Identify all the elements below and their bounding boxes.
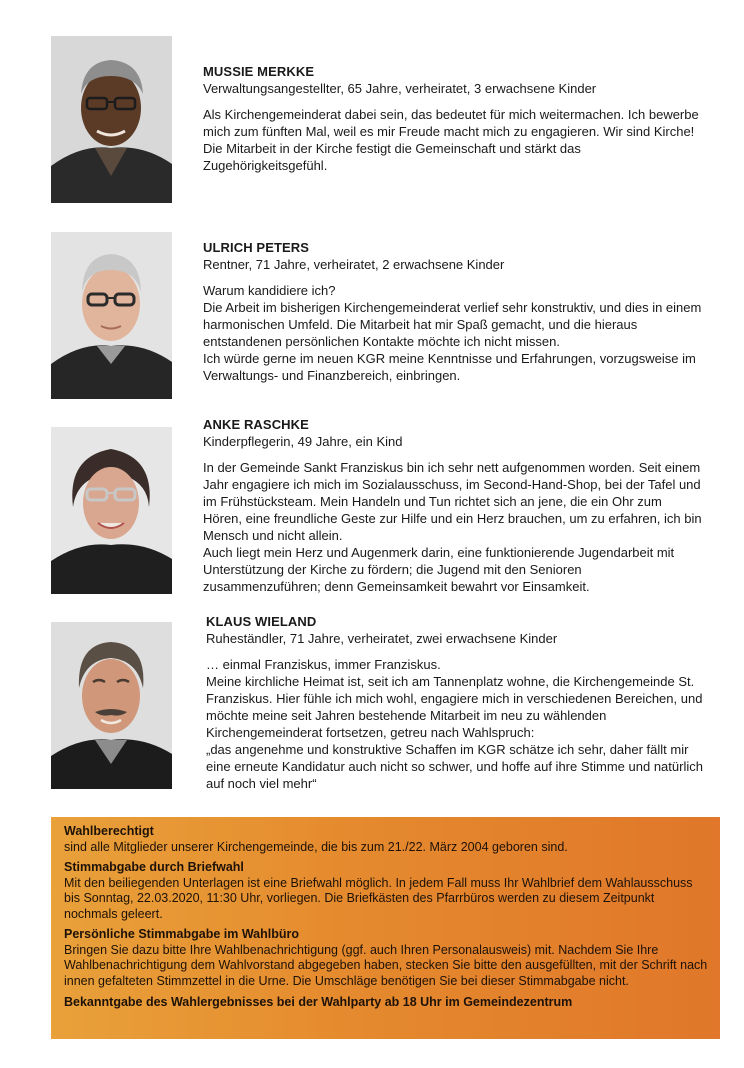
statement-paragraph: Ich würde gerne im neuen KGR meine Kenntnisse und Erfahrungen, vorzugsweise im Verwaltungs- und Finanzbereich, einbringen. — [203, 351, 696, 383]
candidate-text — [203, 63, 703, 174]
portrait-illustration — [51, 622, 172, 789]
statement-paragraph: Auch liegt mein Herz und Augenmerk darin, eine funktionierende Jugendarbeit mit Unterstützung der Kirche zu fördern; die Jugend mit den Senioren zusammenzuführen; denn Gemeinsamkeit bewahrt vor Einsamkeit. — [203, 545, 675, 594]
candidate-photo — [51, 427, 172, 594]
statement-paragraph: Die Arbeit im bisherigen Kirchengemeinderat verlief sehr konstruktiv, und dies in einem harmonischen Umfeld. Die Mitarbeit hat mir Spaß gemacht, und die hieraus entstandenen persönlichen Kontakte möchte ich nicht missen. — [203, 300, 702, 349]
statement-paragraph: Als Kirchengemeinderat dabei sein, das bedeutet für mich weitermachen. Ich bewerbe mich zum fünften Mal, weil es mir Freude macht mich zu engagieren. Wir sind Kirche! Die Mitarbeit in der Kirche festigt die Gemeinschaft und stärkt das Zugehörigkeitsgefühl. — [203, 107, 699, 173]
candidate-text — [206, 613, 711, 792]
portrait-illustration — [51, 36, 172, 203]
candidate-statement — [206, 656, 711, 792]
info-section — [64, 824, 708, 855]
statement-paragraph: … einmal Franziskus, immer Franziskus. — [206, 657, 441, 672]
portrait-illustration — [51, 232, 172, 399]
candidate-statement — [203, 282, 703, 384]
candidate-photo — [51, 622, 172, 789]
info-section — [64, 927, 708, 989]
candidate-statement — [203, 459, 703, 595]
candidate-details: Kinderpflegerin, 49 Jahre, ein Kind — [203, 434, 403, 449]
candidate-name: MUSSIE MERKKE — [203, 64, 315, 79]
candidate-statement — [203, 106, 703, 174]
candidate-text — [203, 416, 703, 595]
results-announcement: Bekanntgabe des Wahlergebnisses bei der Wahlparty ab 18 Uhr im Gemeindezentrum — [64, 995, 573, 1009]
info-section-text: Mit den beiliegenden Unterlagen ist eine Briefwahl möglich. In jedem Fall muss Ihr Wahlbrief dem Wahlausschuss bis Sonntag, 22.03.2020, 11:30 Uhr, vorliegen. Die Briefkästen des Pfarrbüros werden zu diesem Zeitpunkt nochmals geleert. — [64, 875, 693, 921]
info-section-text: sind alle Mitglieder unserer Kirchengemeinde, die bis zum 21./22. März 2004 geboren sind. — [64, 839, 568, 854]
statement-paragraph: Warum kandidiere ich? — [203, 283, 336, 298]
info-section-title: Wahlberechtigt — [64, 824, 154, 838]
candidate-details: Rentner, 71 Jahre, verheiratet, 2 erwachsene Kinder — [203, 257, 505, 272]
statement-paragraph: Meine kirchliche Heimat ist, seit ich am Tannenplatz wohne, die Kirchengemeinde St. Franziskus. Hier fühle ich mich wohl, engagiere mich in verschiedenen Bereichen, und möchte meine seit Jahren bestehende Mitarbeit im neu zu wählenden Kirchengemeinderat fortsetzen, getreu nach Wahlspruch: — [206, 674, 703, 740]
info-section-title: Persönliche Stimmabgabe im Wahlbüro — [64, 927, 299, 941]
candidate-text — [203, 239, 703, 384]
election-info-box — [51, 817, 720, 1039]
portrait-illustration — [51, 427, 172, 594]
candidate-name: KLAUS WIELAND — [206, 614, 317, 629]
candidate-name: ULRICH PETERS — [203, 240, 310, 255]
statement-paragraph: In der Gemeinde Sankt Franziskus bin ich sehr nett aufgenommen worden. Seit einem Jahr engagiere ich mich im Sozialausschuss, im Second-Hand-Shop, bei der Tafel und im Frühstücksteam. Mein Handeln und Tun richtet sich an jene, die ein Ohr zum Hören, eine freundliche Geste zur Hilfe und ein Herz brauchen, um zu erfahren, ich bin Mensch und nicht allein. — [203, 460, 702, 543]
candidate-photo — [51, 36, 172, 203]
candidate-photo — [51, 232, 172, 399]
statement-paragraph: „das angenehme und konstruktive Schaffen im KGR schätze ich sehr, daher fällt mir eine erneute Kandidatur auch nicht so schwer, und hoffe auf ihre Stimme und natürlich auf noch viel mehr“ — [206, 742, 703, 791]
info-section-title: Stimmabgabe durch Briefwahl — [64, 860, 244, 874]
candidate-details: Ruheständler, 71 Jahre, verheiratet, zwei erwachsene Kinder — [206, 631, 558, 646]
info-section-text: Bringen Sie dazu bitte Ihre Wahlbenachrichtigung (ggf. auch Ihren Personalausweis) mit. Nachdem Sie Ihre Wahlbenachrichtigung dem Wahlvorstand abgegeben haben, stecken Sie bitte den ausgefüllten, mit der Schrift nach innen gefalteten Stimmzettel in die Urne. Die Umschläge benötigen Sie bei dieser Stimmabgabe nicht. — [64, 942, 708, 988]
candidate-name: ANKE RASCHKE — [203, 417, 309, 432]
candidate-details: Verwaltungsangestellter, 65 Jahre, verheiratet, 3 erwachsene Kinder — [203, 81, 597, 96]
info-section — [64, 860, 708, 922]
